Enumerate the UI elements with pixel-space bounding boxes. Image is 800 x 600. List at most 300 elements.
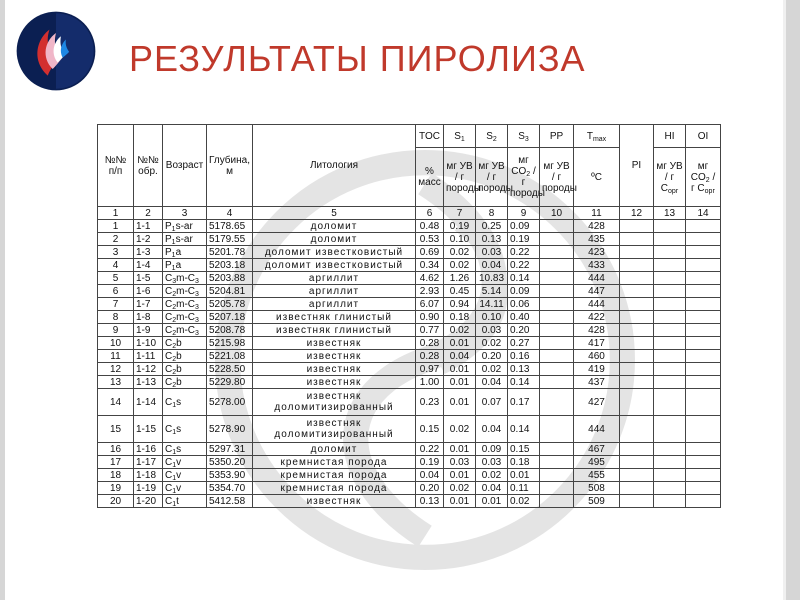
- cell-oi: [686, 443, 721, 456]
- cell-n: 8: [98, 311, 134, 324]
- cell-age: $C_2m-C_3$: [163, 311, 207, 324]
- cell-age: $C_2b$: [163, 363, 207, 376]
- table-row: [98, 272, 721, 285]
- cell-n: 10: [98, 337, 134, 350]
- slide: [5, 0, 783, 600]
- cell-pi: [620, 469, 654, 482]
- cell-toc: 6.07: [416, 298, 444, 311]
- cell-s3: 0.09: [508, 220, 540, 233]
- cell-pi: [620, 363, 654, 376]
- cell-lith: доломит: [253, 220, 416, 233]
- cell-depth: 5350.20: [207, 456, 253, 469]
- unit-s2: мг УВ / г породы: [476, 148, 508, 207]
- cell-s1: 0.01: [444, 469, 476, 482]
- cell-n: 19: [98, 482, 134, 495]
- cell-pi: [620, 220, 654, 233]
- cell-hi: [654, 350, 686, 363]
- cell-oi: [686, 363, 721, 376]
- cell-tmax: 419: [574, 363, 620, 376]
- cell-n: 15: [98, 416, 134, 443]
- cell-toc: 0.48: [416, 220, 444, 233]
- cell-tmax: 417: [574, 337, 620, 350]
- cell-toc: 0.20: [416, 482, 444, 495]
- cell-age: $C_3m-C_3$: [163, 272, 207, 285]
- column-number-cell: 5: [253, 207, 416, 220]
- cell-age: $P_1s-ar$: [163, 220, 207, 233]
- cell-hi: [654, 259, 686, 272]
- cell-age: $C_1v$: [163, 469, 207, 482]
- cell-sample: 1-18: [134, 469, 163, 482]
- cell-pp: [540, 324, 574, 337]
- cell-depth: 5229.80: [207, 376, 253, 389]
- cell-s2: 0.13: [476, 233, 508, 246]
- cell-oi: [686, 311, 721, 324]
- cell-lith: доломит известковистый: [253, 259, 416, 272]
- cell-depth: 5215.98: [207, 337, 253, 350]
- header-toc: TOC: [416, 125, 444, 148]
- cell-depth: 5205.78: [207, 298, 253, 311]
- cell-hi: [654, 495, 686, 508]
- cell-tmax: 460: [574, 350, 620, 363]
- column-number-cell: 9: [508, 207, 540, 220]
- cell-s3: 0.14: [508, 272, 540, 285]
- cell-tmax: 509: [574, 495, 620, 508]
- table-row: [98, 363, 721, 376]
- cell-s1: 0.19: [444, 220, 476, 233]
- cell-s2: 0.20: [476, 350, 508, 363]
- header-row-names: [98, 125, 721, 148]
- cell-hi: [654, 298, 686, 311]
- cell-pp: [540, 363, 574, 376]
- cell-pp: [540, 350, 574, 363]
- cell-sample: 1-17: [134, 456, 163, 469]
- cell-age: $C_2m-C_3$: [163, 285, 207, 298]
- page-title: РЕЗУЛЬТАТЫ ПИРОЛИЗА: [129, 38, 586, 79]
- cell-oi: [686, 233, 721, 246]
- cell-sample: 1-4: [134, 259, 163, 272]
- unit-toc: % масс: [416, 148, 444, 207]
- cell-s3: 0.01: [508, 469, 540, 482]
- cell-age: $P_1a$: [163, 259, 207, 272]
- cell-s1: 1.26: [444, 272, 476, 285]
- cell-age: $P_1a$: [163, 246, 207, 259]
- table-row: [98, 220, 721, 233]
- cell-depth: 5201.78: [207, 246, 253, 259]
- cell-pi: [620, 376, 654, 389]
- cell-hi: [654, 311, 686, 324]
- cell-s1: 0.45: [444, 285, 476, 298]
- cell-depth: 5228.50: [207, 363, 253, 376]
- cell-pp: [540, 495, 574, 508]
- cell-s3: 0.40: [508, 311, 540, 324]
- cell-s1: 0.02: [444, 259, 476, 272]
- cell-pp: [540, 272, 574, 285]
- header-num: №№ п/п: [98, 125, 134, 207]
- column-number-cell: 1: [98, 207, 134, 220]
- cell-age: $C_2b$: [163, 337, 207, 350]
- cell-tmax: 444: [574, 416, 620, 443]
- cell-sample: 1-11: [134, 350, 163, 363]
- cell-s2: 0.02: [476, 337, 508, 350]
- cell-hi: [654, 376, 686, 389]
- table-row: [98, 233, 721, 246]
- cell-depth: 5207.18: [207, 311, 253, 324]
- cell-age: $C_1s$: [163, 389, 207, 416]
- cell-pi: [620, 416, 654, 443]
- cell-n: 14: [98, 389, 134, 416]
- cell-s1: 0.01: [444, 443, 476, 456]
- cell-oi: [686, 259, 721, 272]
- cell-pp: [540, 298, 574, 311]
- cell-depth: 5179.55: [207, 233, 253, 246]
- cell-s1: 0.01: [444, 363, 476, 376]
- cell-sample: 1-12: [134, 363, 163, 376]
- cell-n: 7: [98, 298, 134, 311]
- cell-hi: [654, 389, 686, 416]
- table-row: [98, 324, 721, 337]
- cell-depth: 5203.18: [207, 259, 253, 272]
- cell-tmax: 428: [574, 220, 620, 233]
- cell-tmax: 495: [574, 456, 620, 469]
- column-number-row: [98, 207, 721, 220]
- cell-lith: известняк доломитизированный: [253, 416, 416, 443]
- cell-s1: 0.01: [444, 376, 476, 389]
- cell-s1: 0.10: [444, 233, 476, 246]
- cell-lith: аргиллит: [253, 285, 416, 298]
- cell-s1: 0.18: [444, 311, 476, 324]
- cell-lith: доломит известковистый: [253, 246, 416, 259]
- cell-sample: 1-19: [134, 482, 163, 495]
- cell-sample: 1-16: [134, 443, 163, 456]
- cell-toc: 0.90: [416, 311, 444, 324]
- cell-age: $C_1v$: [163, 482, 207, 495]
- cell-sample: 1-6: [134, 285, 163, 298]
- cell-hi: [654, 416, 686, 443]
- cell-oi: [686, 246, 721, 259]
- cell-tmax: 447: [574, 285, 620, 298]
- unit-s3: мг $CO_2$ / г породы: [508, 148, 540, 207]
- cell-lith: доломит: [253, 443, 416, 456]
- table-row: [98, 469, 721, 482]
- cell-s3: 0.22: [508, 246, 540, 259]
- cell-lith: доломит: [253, 233, 416, 246]
- cell-lith: кремнистая порода: [253, 482, 416, 495]
- cell-oi: [686, 324, 721, 337]
- cell-tmax: 433: [574, 259, 620, 272]
- column-number-cell: 14: [686, 207, 721, 220]
- cell-n: 4: [98, 259, 134, 272]
- cell-depth: 5412.58: [207, 495, 253, 508]
- cell-n: 16: [98, 443, 134, 456]
- cell-s2: 0.04: [476, 259, 508, 272]
- cell-n: 17: [98, 456, 134, 469]
- cell-oi: [686, 482, 721, 495]
- cell-depth: 5203.88: [207, 272, 253, 285]
- cell-depth: 5353.90: [207, 469, 253, 482]
- cell-depth: 5178.65: [207, 220, 253, 233]
- cell-lith: известняк: [253, 376, 416, 389]
- cell-s3: 0.17: [508, 389, 540, 416]
- table-row: [98, 443, 721, 456]
- cell-age: $C_1t$: [163, 495, 207, 508]
- header-oi: OI: [686, 125, 721, 148]
- cell-s3: 0.06: [508, 298, 540, 311]
- column-number-cell: 10: [540, 207, 574, 220]
- cell-sample: 1-7: [134, 298, 163, 311]
- cell-sample: 1-15: [134, 416, 163, 443]
- cell-s3: 0.16: [508, 350, 540, 363]
- cell-sample: 1-9: [134, 324, 163, 337]
- cell-sample: 1-1: [134, 220, 163, 233]
- cell-pi: [620, 456, 654, 469]
- header-hi: HI: [654, 125, 686, 148]
- cell-s2: 0.02: [476, 363, 508, 376]
- cell-toc: 0.22: [416, 443, 444, 456]
- cell-s1: 0.02: [444, 324, 476, 337]
- cell-lith: известняк глинистый: [253, 324, 416, 337]
- cell-toc: 0.13: [416, 495, 444, 508]
- cell-depth: 5278.00: [207, 389, 253, 416]
- column-number-cell: 13: [654, 207, 686, 220]
- cell-s3: 0.20: [508, 324, 540, 337]
- cell-oi: [686, 416, 721, 443]
- cell-age: $C_2b$: [163, 350, 207, 363]
- cell-tmax: 444: [574, 298, 620, 311]
- cell-s3: 0.14: [508, 416, 540, 443]
- cell-lith: аргиллит: [253, 298, 416, 311]
- table-row: [98, 259, 721, 272]
- header-age: Возраст: [163, 125, 207, 207]
- column-number-cell: 3: [163, 207, 207, 220]
- cell-toc: 0.97: [416, 363, 444, 376]
- cell-toc: 0.77: [416, 324, 444, 337]
- cell-pi: [620, 443, 654, 456]
- cell-s3: 0.11: [508, 482, 540, 495]
- header-s2: $S_2$: [476, 125, 508, 148]
- cell-tmax: 423: [574, 246, 620, 259]
- cell-lith: известняк: [253, 495, 416, 508]
- table-row: [98, 337, 721, 350]
- cell-s3: 0.19: [508, 233, 540, 246]
- cell-pi: [620, 482, 654, 495]
- cell-s2: 0.03: [476, 324, 508, 337]
- cell-pp: [540, 285, 574, 298]
- cell-hi: [654, 337, 686, 350]
- column-number-cell: 6: [416, 207, 444, 220]
- cell-tmax: 444: [574, 272, 620, 285]
- cell-s1: 0.01: [444, 389, 476, 416]
- cell-tmax: 467: [574, 443, 620, 456]
- cell-toc: 0.34: [416, 259, 444, 272]
- cell-pp: [540, 220, 574, 233]
- header-pi: PI: [620, 125, 654, 207]
- cell-toc: 0.15: [416, 416, 444, 443]
- cell-depth: 5278.90: [207, 416, 253, 443]
- company-logo-icon: [15, 10, 97, 92]
- cell-age: $C_2b$: [163, 376, 207, 389]
- cell-s1: 0.02: [444, 482, 476, 495]
- cell-pi: [620, 298, 654, 311]
- cell-hi: [654, 220, 686, 233]
- table-row: [98, 482, 721, 495]
- cell-sample: 1-20: [134, 495, 163, 508]
- cell-s2: 0.03: [476, 456, 508, 469]
- cell-hi: [654, 482, 686, 495]
- cell-n: 3: [98, 246, 134, 259]
- cell-n: 1: [98, 220, 134, 233]
- header-s3: $S_3$: [508, 125, 540, 148]
- cell-n: 20: [98, 495, 134, 508]
- unit-pp: мг УВ / г породы: [540, 148, 574, 207]
- header-depth: Глубина, м: [207, 125, 253, 207]
- slide-border: [783, 0, 786, 600]
- column-number-cell: 4: [207, 207, 253, 220]
- cell-oi: [686, 469, 721, 482]
- cell-toc: 0.23: [416, 389, 444, 416]
- cell-toc: 0.19: [416, 456, 444, 469]
- cell-lith: кремнистая порода: [253, 469, 416, 482]
- cell-n: 12: [98, 363, 134, 376]
- cell-pp: [540, 259, 574, 272]
- column-number-cell: 11: [574, 207, 620, 220]
- cell-pi: [620, 285, 654, 298]
- cell-depth: 5354.70: [207, 482, 253, 495]
- cell-toc: 0.28: [416, 350, 444, 363]
- cell-age: $P_1s-ar$: [163, 233, 207, 246]
- column-number-cell: 12: [620, 207, 654, 220]
- cell-n: 2: [98, 233, 134, 246]
- table-row: [98, 416, 721, 443]
- cell-lith: кремнистая порода: [253, 456, 416, 469]
- cell-pi: [620, 350, 654, 363]
- cell-n: 18: [98, 469, 134, 482]
- cell-pp: [540, 443, 574, 456]
- cell-s2: 0.25: [476, 220, 508, 233]
- cell-pp: [540, 233, 574, 246]
- cell-hi: [654, 246, 686, 259]
- cell-pp: [540, 456, 574, 469]
- cell-pi: [620, 246, 654, 259]
- cell-oi: [686, 456, 721, 469]
- cell-pp: [540, 416, 574, 443]
- cell-pp: [540, 469, 574, 482]
- cell-pp: [540, 482, 574, 495]
- cell-pp: [540, 389, 574, 416]
- cell-toc: 2.93: [416, 285, 444, 298]
- cell-depth: 5297.31: [207, 443, 253, 456]
- cell-s2: 0.09: [476, 443, 508, 456]
- cell-age: $C_1s$: [163, 416, 207, 443]
- cell-hi: [654, 272, 686, 285]
- cell-lith: известняк доломитизированный: [253, 389, 416, 416]
- column-number-cell: 7: [444, 207, 476, 220]
- cell-sample: 1-14: [134, 389, 163, 416]
- cell-lith: известняк глинистый: [253, 311, 416, 324]
- cell-s2: 0.02: [476, 469, 508, 482]
- cell-lith: известняк: [253, 350, 416, 363]
- header-s1: $S_1$: [444, 125, 476, 148]
- cell-s3: 0.27: [508, 337, 540, 350]
- cell-hi: [654, 285, 686, 298]
- cell-s2: 0.04: [476, 416, 508, 443]
- cell-oi: [686, 272, 721, 285]
- cell-n: 11: [98, 350, 134, 363]
- cell-pi: [620, 495, 654, 508]
- cell-depth: 5221.08: [207, 350, 253, 363]
- table-row: [98, 376, 721, 389]
- cell-depth: 5204.81: [207, 285, 253, 298]
- cell-pi: [620, 337, 654, 350]
- cell-oi: [686, 337, 721, 350]
- cell-s2: 5.14: [476, 285, 508, 298]
- header-sample: №№ обр.: [134, 125, 163, 207]
- cell-oi: [686, 220, 721, 233]
- table-row: [98, 456, 721, 469]
- cell-pi: [620, 233, 654, 246]
- cell-pp: [540, 376, 574, 389]
- cell-pi: [620, 311, 654, 324]
- cell-s2: 10.83: [476, 272, 508, 285]
- header-tmax: $T_{max}$: [574, 125, 620, 148]
- cell-n: 13: [98, 376, 134, 389]
- cell-s2: 0.04: [476, 482, 508, 495]
- table-row: [98, 298, 721, 311]
- cell-oi: [686, 350, 721, 363]
- table-row: [98, 389, 721, 416]
- cell-pi: [620, 259, 654, 272]
- cell-s1: 0.02: [444, 246, 476, 259]
- cell-toc: 1.00: [416, 376, 444, 389]
- pyrolysis-results-table: [97, 124, 721, 508]
- cell-lith: известняк: [253, 363, 416, 376]
- cell-hi: [654, 233, 686, 246]
- cell-s3: 0.09: [508, 285, 540, 298]
- cell-pi: [620, 272, 654, 285]
- cell-s1: 0.03: [444, 456, 476, 469]
- cell-toc: 0.28: [416, 337, 444, 350]
- cell-tmax: 428: [574, 324, 620, 337]
- table-row: [98, 311, 721, 324]
- column-number-cell: 8: [476, 207, 508, 220]
- cell-sample: 1-10: [134, 337, 163, 350]
- cell-s1: 0.94: [444, 298, 476, 311]
- cell-lith: аргиллит: [253, 272, 416, 285]
- cell-sample: 1-13: [134, 376, 163, 389]
- cell-pp: [540, 246, 574, 259]
- cell-pi: [620, 324, 654, 337]
- cell-age: $C_2m-C_3$: [163, 298, 207, 311]
- column-number-cell: 2: [134, 207, 163, 220]
- cell-s3: 0.15: [508, 443, 540, 456]
- cell-tmax: 455: [574, 469, 620, 482]
- unit-s1: мг УВ / г породы: [444, 148, 476, 207]
- cell-s3: 0.18: [508, 456, 540, 469]
- table-row: [98, 495, 721, 508]
- cell-n: 9: [98, 324, 134, 337]
- cell-pp: [540, 311, 574, 324]
- unit-tmax: ºС: [574, 148, 620, 207]
- cell-s3: 0.14: [508, 376, 540, 389]
- cell-oi: [686, 298, 721, 311]
- table-row: [98, 285, 721, 298]
- cell-s2: 0.01: [476, 495, 508, 508]
- cell-hi: [654, 363, 686, 376]
- cell-s2: 0.10: [476, 311, 508, 324]
- table-row: [98, 350, 721, 363]
- cell-oi: [686, 376, 721, 389]
- table-row: [98, 246, 721, 259]
- cell-age: $C_1v$: [163, 456, 207, 469]
